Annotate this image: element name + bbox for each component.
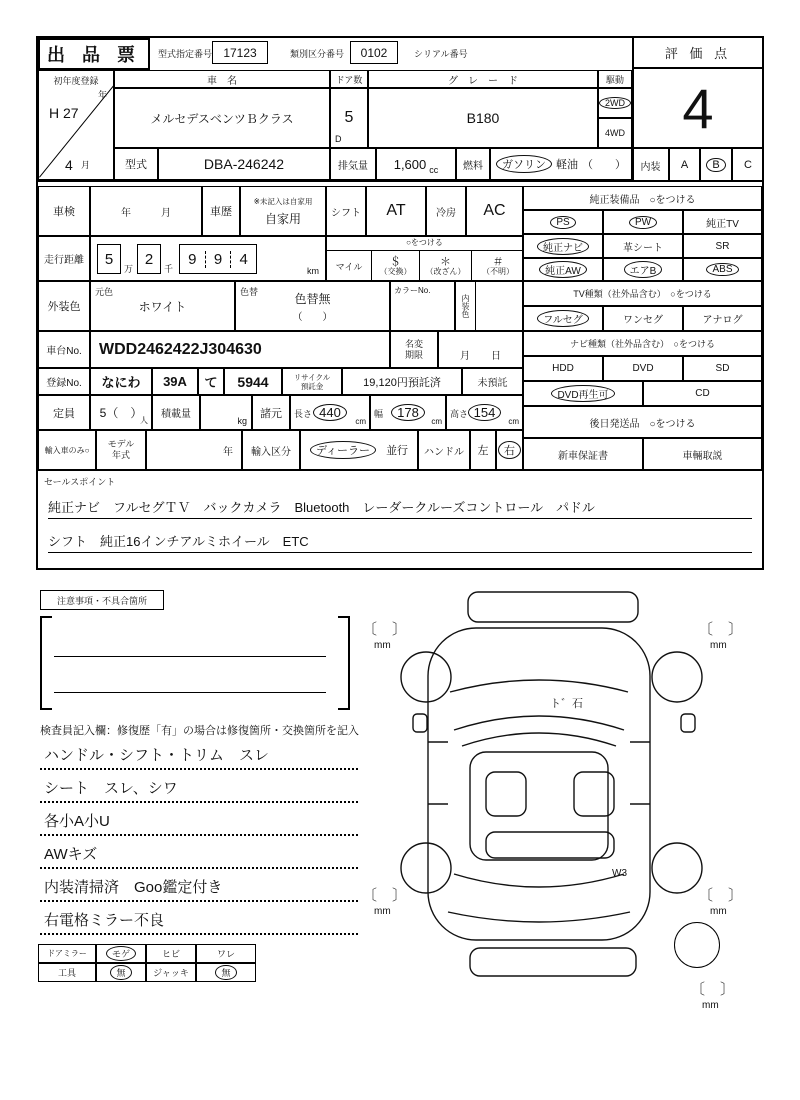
mileage-digit-group (179, 244, 257, 274)
color-change-paren: （ ） (292, 311, 333, 323)
mileage-digit-2: 2 (137, 244, 161, 274)
interior-b-cell (700, 148, 732, 182)
mirror-left (413, 714, 427, 732)
mark-mile (327, 251, 371, 281)
mileage-digit-3: 9 (188, 250, 197, 268)
mileage-marks-cell (326, 236, 523, 281)
mark-unknown (471, 251, 523, 281)
front-bumper (468, 592, 638, 622)
displacement-value: 1,600 (393, 156, 427, 172)
import-only-label: 輸入車のみ○ (38, 430, 96, 470)
mileage-label: 走行距離 (38, 236, 90, 281)
navi-type-header: ナビ種類（社外品含む） ○をつける (523, 331, 762, 356)
tools-none-1-label: 無 (110, 965, 131, 980)
height-value: 154 (468, 404, 502, 421)
equip-ps-label: PS (550, 216, 575, 229)
drive-4wd: 4WD (598, 118, 632, 148)
class-number-value: 0102 (350, 41, 398, 64)
regno-kana: て (198, 368, 224, 395)
tv-analog (683, 306, 762, 331)
equip-navi (523, 234, 603, 258)
diagonal-line (39, 84, 114, 178)
sheet-title: 出 品 票 (38, 38, 150, 70)
rear-bumper (470, 948, 636, 976)
windshield-top (454, 716, 624, 730)
load-label: 積載量 (152, 395, 200, 430)
fuel-paren: （ ） (582, 159, 626, 171)
drive-header: 駆動 (598, 70, 632, 88)
width-cell (370, 395, 446, 430)
mileage-unit-sen: 千 (164, 264, 174, 274)
tools-none-2 (196, 963, 256, 982)
month-value: 4 (65, 157, 73, 173)
shaken-year-unit: 年 (121, 207, 131, 219)
name-change-date (438, 331, 523, 368)
tv-oneseg (603, 306, 683, 331)
displacement-cell (376, 148, 456, 180)
navi-dvd-label: DVD (632, 363, 654, 374)
seat-left (486, 772, 526, 816)
mm-label-b2: mm (702, 1000, 719, 1011)
history-note: ※未記入は自家用 (253, 196, 313, 206)
displacement-label: 排気量 (330, 148, 376, 180)
first-registration-cell (38, 70, 114, 180)
rear-window (454, 874, 624, 887)
model-year-cell: 年 (146, 430, 242, 470)
mark-unknown-note: （不明） (482, 267, 514, 277)
wheel-rear-right (652, 843, 702, 893)
equip-aw-label: 純正AW (539, 261, 587, 278)
windshield-bottom (462, 733, 616, 746)
doors-value: 5 (344, 109, 354, 126)
inspector-entry-6: 右電格ミラー不良 (40, 907, 358, 935)
equip-pw (603, 210, 683, 234)
equip-abs-label: ABS (706, 263, 738, 276)
sales-line-2: シフト 純正16インチアルミホイール ETC (48, 527, 752, 553)
shaken-month-unit: 月 (161, 207, 171, 219)
navi-cd (643, 381, 762, 406)
tools-none-2-label: 無 (215, 965, 236, 980)
color-change-label: 色替 (240, 287, 259, 297)
equip-aw (523, 258, 603, 281)
navi-cd-label: CD (695, 388, 710, 399)
measure-bracket-b2: 〔 〕 (690, 981, 736, 998)
length-label: 長さ (294, 409, 313, 419)
import-class-label: 輸入区分 (242, 430, 300, 470)
equip-airbag (603, 258, 683, 281)
year-unit: 年 (97, 90, 107, 100)
first-registration-label: 初年度登録 (53, 76, 99, 86)
shift-value: AT (366, 186, 426, 236)
mm-label-br: mm (710, 906, 727, 917)
equip-sr (683, 234, 762, 258)
regno-class: 39A (152, 368, 198, 395)
eval-score: 4 (632, 68, 764, 148)
mirror-label: ドアミラー (38, 944, 96, 963)
handle-label: ハンドル (418, 430, 470, 470)
history-cell (240, 186, 326, 236)
handle-left: 左 (470, 430, 496, 470)
class-number-label: 類別区分番号 (290, 49, 345, 59)
navi-sd-label: SD (715, 363, 730, 374)
capacity-cell (90, 395, 152, 430)
load-unit: kg (237, 416, 247, 426)
sales-points-label: セールスポイント (44, 477, 116, 487)
later-warranty: 新車保証書 (523, 438, 643, 470)
measure-bracket-tr: 〔 〕 (698, 621, 744, 638)
notes-bracket-left (40, 616, 52, 710)
recycle-value: 19,120円預託済 (342, 368, 462, 395)
height-unit: cm (508, 417, 519, 426)
aircon-label: 冷房 (426, 186, 466, 236)
aircon-value: AC (466, 186, 523, 236)
wheel-rear-left (401, 843, 451, 893)
mark-tampered-note: （改ざん） (425, 267, 466, 277)
mark-exchange-sym: ＄ (390, 256, 401, 269)
navi-dvd (603, 356, 683, 381)
grade-value: B180 (368, 88, 598, 148)
door-lines (428, 742, 650, 804)
interior-color-cell (455, 281, 523, 331)
length-unit: cm (355, 417, 366, 426)
name-change-l1: 名変 (404, 338, 423, 349)
mirror-moge-label: モゲ (106, 946, 136, 961)
model-code-label: 型式 (114, 148, 158, 180)
notes-line-2 (54, 692, 326, 693)
inspector-entry-5: 内装清掃済 Goo鑑定付き (40, 874, 358, 902)
mm-label-tr: mm (710, 640, 727, 651)
shaken-value (90, 186, 202, 236)
interior-b: B (706, 158, 725, 172)
stone-chip-label: ト゛石 (550, 698, 583, 710)
mm-label-bl: mm (374, 906, 391, 917)
later-manual: 車輛取説 (643, 438, 762, 470)
model-year-l2: 年式 (111, 450, 130, 460)
height-cell (446, 395, 523, 430)
w3-label: W3 (612, 868, 627, 879)
tv-analog-label: アナログ (702, 315, 743, 326)
inspector-entry-2: シート スレ、シワ (40, 775, 358, 803)
equip-pw-label: PW (629, 216, 657, 229)
trunk-line (448, 912, 630, 922)
displacement-unit: cc (429, 165, 439, 175)
mark-unknown-sym: ＃ (492, 256, 504, 269)
equip-navi-label: 純正ナビ (537, 238, 589, 255)
inspector-entry-4: AWキズ (40, 841, 358, 869)
mm-label-tl: mm (374, 640, 391, 651)
eval-header: 評 価 点 (632, 36, 764, 68)
equip-sr-label: SR (715, 240, 730, 252)
handle-right-cell (496, 430, 523, 470)
name-change-label (390, 331, 438, 368)
model-year-label (96, 430, 146, 470)
notes-bracket-right (338, 616, 350, 710)
sales-line-1: 純正ナビ フルセグＴＶ バックカメラ Bluetooth レーダークルーズコントロール パドル (48, 493, 752, 519)
regno-number: 5944 (224, 368, 282, 395)
orig-color-label: 元色 (95, 287, 114, 297)
rear-bench (486, 832, 614, 858)
equip-airbag-label: エアB (624, 261, 663, 278)
model-code-value: DBA-246242 (158, 148, 330, 180)
vin-label: 車台No. (38, 331, 90, 368)
color-change-cell (235, 281, 390, 331)
tools-jack: ジャッキ (146, 963, 196, 982)
mirror-moge (96, 944, 146, 963)
equip-abs (683, 258, 762, 281)
later-ship-header: 後日発送品 ○をつける (523, 406, 762, 438)
recycle-label (282, 368, 342, 395)
hood-line (450, 680, 628, 692)
section-divider (38, 180, 632, 182)
regno-area: なにわ (90, 368, 152, 395)
name-change-l2: 期限 (404, 349, 423, 360)
capacity-unit: 人 (140, 416, 148, 425)
equip-leather-label: 革シート (623, 242, 663, 254)
mileage-digit-5: 4 (230, 251, 256, 268)
regno-label: 登録No. (38, 368, 90, 395)
import-class-cell (300, 430, 418, 470)
measure-bracket-bl: 〔 〕 (362, 887, 408, 904)
model-designation-label: 型式指定番号 (158, 49, 213, 59)
mark-tampered (419, 251, 471, 281)
navi-sd (683, 356, 762, 381)
handle-right: 右 (498, 441, 521, 459)
orig-color-cell (90, 281, 235, 331)
width-unit: cm (431, 417, 442, 426)
inspector-header: 検査員記入欄：修復歴「有」の場合は修復箇所・交換箇所を記入 (40, 725, 359, 737)
wheel-front-right (652, 652, 702, 702)
tools-none-1 (96, 963, 146, 982)
tools-label: 工具 (38, 963, 96, 982)
mileage-digit-4: 9 (205, 251, 231, 268)
mirror-hibi: ヒビ (146, 944, 196, 963)
fuel-label: 燃料 (456, 148, 490, 180)
inspector-entry-1: ハンドル・シフト・トリム スレ (40, 742, 358, 770)
mileage-digit-1: 5 (97, 244, 121, 274)
name-change-day: 日 (491, 351, 501, 362)
spare-tire-circle (674, 922, 720, 968)
mark-exchange-note: （交換） (379, 267, 412, 277)
fuel-cell (490, 148, 632, 180)
model-designation-value: 17123 (212, 41, 268, 64)
recycle-l2: 預託金 (300, 381, 324, 391)
mark-mile-label: マイル (335, 262, 363, 272)
spec-label: 諸元 (252, 395, 290, 430)
interior-color-label: 内装色 (456, 282, 476, 330)
drive-2wd-cell (598, 88, 632, 118)
mileage-unit-man: 万 (124, 264, 134, 274)
recycle-alt: 未預託 (462, 368, 523, 395)
capacity-label: 定員 (38, 395, 90, 430)
tv-oneseg-label: ワンセグ (623, 315, 663, 326)
tv-fullseg-label: フルセグ (537, 310, 589, 327)
doors-unit: D (335, 134, 342, 144)
notes-line-1 (54, 656, 326, 657)
mark-tampered-sym: ＊ (440, 256, 451, 269)
era-value: H 27 (49, 105, 79, 121)
notes-label: 注意事項・不具合箇所 (40, 590, 164, 610)
interior-a: A (669, 148, 700, 182)
model-year-l1: モデル (107, 439, 135, 450)
name-change-month: 月 (460, 351, 470, 362)
vin-value: WDD2462422J304630 (90, 331, 390, 368)
equip-ps (523, 210, 603, 234)
month-unit: 月 (81, 160, 91, 170)
shift-label: シフト (326, 186, 366, 236)
fuel-gasoline: ガソリン (496, 155, 552, 173)
tv-fullseg (523, 306, 603, 331)
marks-header: ○をつける (327, 237, 522, 251)
length-value: 440 (313, 404, 347, 421)
roof (470, 752, 608, 860)
car-name-header: 車 名 (114, 70, 330, 88)
grade-header: グ レ ー ド (368, 70, 598, 88)
recycle-l1: リサイクル (293, 372, 331, 382)
mirror-ware: ワレ (196, 944, 256, 963)
car-name-value: メルセデスベンツＢクラス (114, 88, 330, 148)
color-no-cell (390, 281, 455, 331)
sales-points-box (38, 470, 762, 568)
shaken-label: 車検 (38, 186, 90, 236)
mark-exchange (371, 251, 419, 281)
length-cell (290, 395, 370, 430)
equip-tv (683, 210, 762, 234)
history-value: 自家用 (264, 211, 301, 226)
color-change-value: 色替無 (294, 291, 331, 306)
measure-bracket-tl: 〔 〕 (362, 621, 408, 638)
tv-type-header: TV種類（社外品含む） ○をつける (523, 281, 762, 306)
navi-hdd (523, 356, 603, 381)
navi-hdd-label: HDD (552, 363, 574, 374)
mirror-right (681, 714, 695, 732)
equip-header: 純正装備品 ○をつける (523, 186, 762, 210)
history-label: 車歴 (202, 186, 240, 236)
measure-bracket-br: 〔 〕 (698, 887, 744, 904)
mileage-km-unit: km (307, 266, 319, 276)
car-body (428, 628, 650, 940)
ext-color-label: 外装色 (38, 281, 90, 331)
doors-header: ドア数 (330, 70, 368, 88)
equip-tv-label: 純正TV (706, 218, 739, 230)
drive-2wd: 2WD (599, 97, 631, 109)
width-value: 178 (391, 404, 425, 421)
color-no-label: カラーNo. (394, 286, 431, 295)
orig-color-value: ホワイト (138, 299, 187, 314)
import-dealer: ディーラー (310, 441, 376, 459)
navi-dvd-play (523, 381, 643, 406)
doors-cell (330, 88, 368, 148)
wheel-front-left (401, 652, 451, 702)
height-label: 高さ (450, 409, 469, 419)
interior-label: 内装 (632, 148, 669, 182)
load-cell (200, 395, 252, 430)
inspector-entry-3: 各小A小U (40, 808, 358, 836)
capacity-value: 5（ ） (99, 406, 143, 420)
mileage-cell (90, 236, 326, 281)
equip-leather (603, 234, 683, 258)
fuel-diesel: 軽油 (556, 159, 578, 171)
navi-dvd-play-label: DVD再生可 (551, 385, 614, 402)
serial-number-label: シリアル番号 (414, 49, 468, 59)
width-label: 幅 (374, 409, 384, 419)
interior-c: C (732, 148, 764, 182)
import-parallel: 並行 (386, 445, 409, 457)
